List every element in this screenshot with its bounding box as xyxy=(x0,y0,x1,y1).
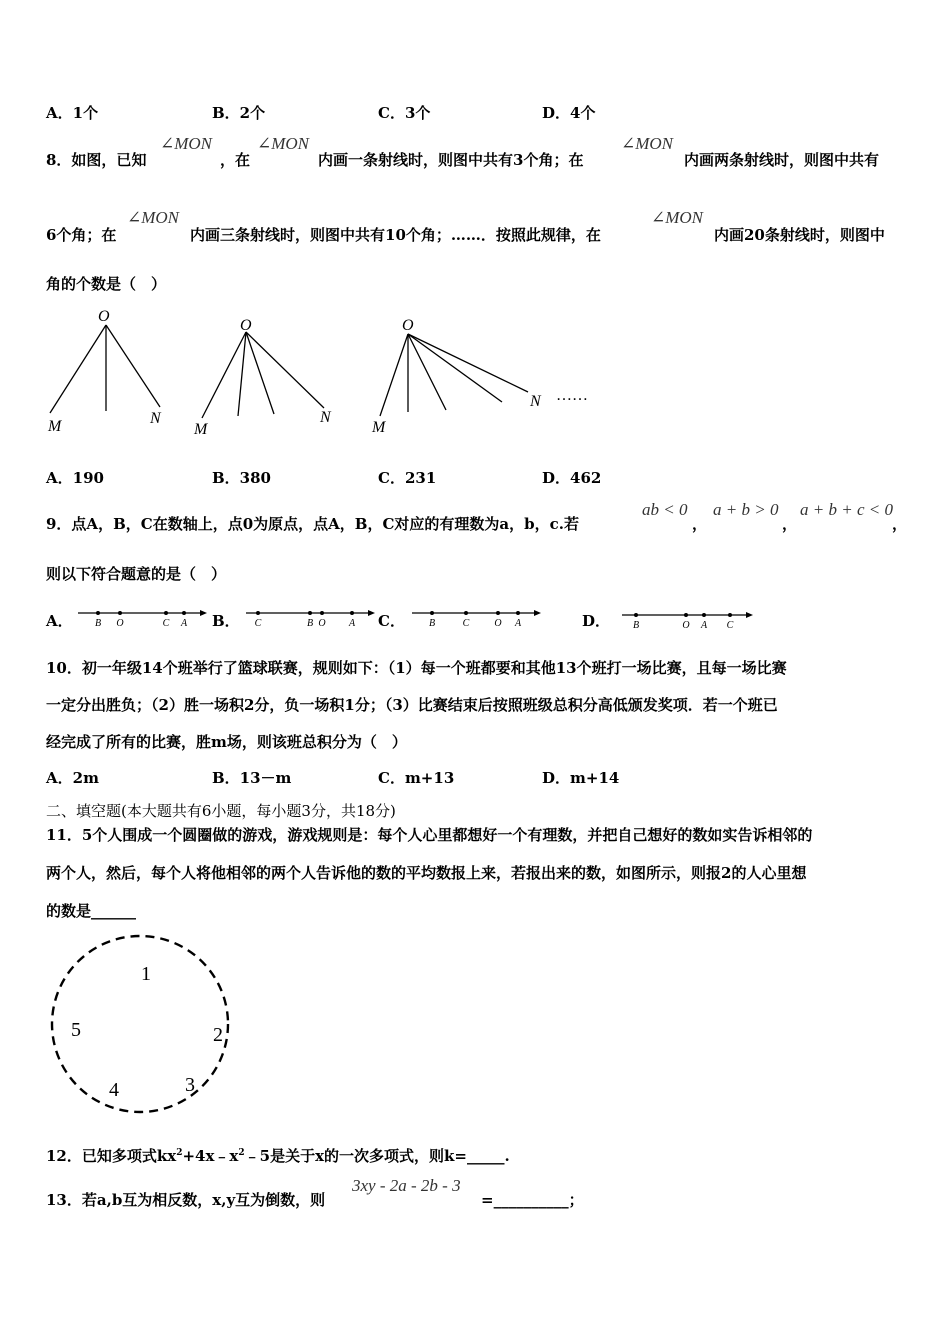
q10-option-b: B．13－m xyxy=(212,769,292,787)
axis-b-label-a: A xyxy=(348,618,356,629)
q10-option-c: C．m+13 xyxy=(378,769,455,787)
q12-mid: +4x﹣x xyxy=(182,1147,239,1165)
q8-text-3: 角的个数是（ ） xyxy=(46,275,167,293)
axis-a-label-c: C xyxy=(162,618,170,629)
axis-a-label-o: O xyxy=(116,618,124,629)
q11-text-3: 的数是______ xyxy=(46,902,137,920)
q12-text xyxy=(46,1143,510,1166)
q8-text-1d: 内画两条射线时，则图中共有 xyxy=(684,151,880,169)
q11-text-1: 11．5个人围成一个圆圈做的游戏，游戏规则是：每个人心里都想好一个有理数，并把自己想好的数如实告诉相邻的 xyxy=(46,826,813,844)
q10-option-d: D．m+14 xyxy=(542,769,620,787)
q8-text-2a: 6个角；在 xyxy=(46,226,117,244)
q13-prefix: 13．若a,b互为相反数，x,y互为倒数，则 xyxy=(46,1191,326,1209)
q8-text-1b: ，在 xyxy=(220,151,251,169)
q9-condition-3: a + b + c < 0 xyxy=(800,500,893,519)
q9-text-2: 则以下符合题意的是（ ） xyxy=(46,565,227,583)
fig1-label-o: O xyxy=(98,308,110,325)
q8-option-d: D．462 xyxy=(542,469,602,487)
q12-prefix: 12．已知多项式kx xyxy=(46,1147,177,1165)
fig2-label-n: N xyxy=(320,409,331,426)
axis-d-label-a: A xyxy=(700,620,708,631)
q10-text-2: 一定分出胜负；（2）胜一场积2分，负一场积1分；（3）比赛结束后按照班级总积分高低颁发奖项．若一个班已 xyxy=(46,696,778,714)
q9-condition-1: ab < 0 xyxy=(642,500,688,519)
axis-c-label-o: O xyxy=(494,618,502,629)
axis-d-label-b: B xyxy=(632,620,640,631)
q7-option-b: B．2个 xyxy=(212,104,266,122)
q9-comma-3: ， xyxy=(892,515,908,533)
section-title-fill-in: 二、填空题(本大题共有6小题，每小题3分，共18分) xyxy=(46,802,396,820)
axis-d-label-o: O xyxy=(682,620,690,631)
q8-figure-one-ray xyxy=(40,305,180,435)
fig1-label-m: M xyxy=(48,418,62,435)
fig1-label-n: N xyxy=(150,410,161,427)
q8-angle-5: ∠MON xyxy=(651,208,704,227)
q8-text-1c: 内画一条射线时，则图中共有3个角；在 xyxy=(318,151,584,169)
q8-option-b: B．380 xyxy=(212,469,271,487)
q9-option-c: C． xyxy=(378,612,405,630)
fig2-label-o: O xyxy=(240,317,252,334)
q8-text-2c: 内画20条射线时，则图中 xyxy=(714,226,885,244)
q9-numberline-a xyxy=(76,604,210,630)
q8-angle-2: ∠MON xyxy=(257,134,310,153)
circle-number-2: 2 xyxy=(213,1024,223,1046)
q10-text-3: 经完成了所有的比赛，胜m场，则该班总积分为（ ） xyxy=(46,733,407,751)
q8-figure-three-rays xyxy=(362,312,612,442)
q7-option-c: C．3个 xyxy=(378,104,431,122)
q8-text-2b: 内画三条射线时，则图中共有10个角；……．按照此规律，在 xyxy=(190,226,601,244)
q8-angle-3: ∠MON xyxy=(621,134,674,153)
axis-b-label-c: C xyxy=(254,618,262,629)
q12-sup-1: 2 xyxy=(176,1148,183,1158)
q8-option-c: C．231 xyxy=(378,469,437,487)
axis-d-label-c: C xyxy=(726,620,734,631)
q13-expression: 3xy - 2a - 2b - 3 xyxy=(352,1176,461,1195)
q12-sup-2: 2 xyxy=(238,1148,245,1158)
q9-option-b: B． xyxy=(212,612,240,630)
axis-b-label-o: O xyxy=(318,618,326,629)
q11-circle-figure xyxy=(46,930,236,1120)
q13-suffix: =__________； xyxy=(481,1191,584,1209)
q9-condition-2: a + b > 0 xyxy=(713,500,779,519)
q9-comma-2: ， xyxy=(782,515,798,533)
q8-option-a: A．190 xyxy=(46,469,104,487)
fig3-ellipsis: …… xyxy=(556,387,588,404)
q8-text-1a: 8．如图，已知 xyxy=(46,151,147,169)
fig3-label-m: M xyxy=(372,419,386,436)
circle-number-5: 5 xyxy=(71,1019,81,1041)
fig2-label-m: M xyxy=(194,421,208,438)
axis-a-label-b: B xyxy=(94,618,102,629)
q8-angle-1: ∠MON xyxy=(160,134,213,153)
q10-text-1: 10．初一年级14个班举行了篮球联赛，规则如下：（1）每一个班都要和其他13个班打一场比赛，且每一场比赛 xyxy=(46,659,787,677)
q9-numberline-c xyxy=(410,604,544,630)
fig3-label-o: O xyxy=(402,317,414,334)
q9-option-d: D． xyxy=(582,612,611,630)
q8-figure-two-rays xyxy=(188,312,348,442)
circle-number-4: 4 xyxy=(109,1079,119,1101)
q7-option-d: D．4个 xyxy=(542,104,596,122)
q12-suffix: ﹣5是关于x的一次多项式，则k=_____. xyxy=(244,1147,510,1165)
axis-c-label-b: B xyxy=(428,618,436,629)
q7-option-a: A．1个 xyxy=(46,104,99,122)
q9-comma-1: ， xyxy=(692,515,708,533)
q9-numberline-d xyxy=(620,606,760,632)
q11-text-2: 两个人，然后，每个人将他相邻的两个人告诉他的数的平均数报上来，若报出来的数，如图所示，则报2的人心里想 xyxy=(46,864,807,882)
fig3-label-n: N xyxy=(530,393,541,410)
q8-angle-4: ∠MON xyxy=(127,208,180,227)
circle-number-1: 1 xyxy=(141,963,151,985)
axis-a-label-a: A xyxy=(180,618,188,629)
axis-c-label-a: A xyxy=(514,618,522,629)
axis-b-label-b: B xyxy=(306,618,314,629)
axis-c-label-c: C xyxy=(462,618,470,629)
q9-numberline-b xyxy=(244,604,378,630)
q9-text-1: 9．点A，B，C在数轴上，点0为原点，点A，B，C对应的有理数为a，b，c.若 xyxy=(46,515,579,533)
q10-option-a: A．2m xyxy=(46,769,99,787)
q9-option-a: A． xyxy=(46,612,73,630)
circle-number-3: 3 xyxy=(185,1074,195,1096)
